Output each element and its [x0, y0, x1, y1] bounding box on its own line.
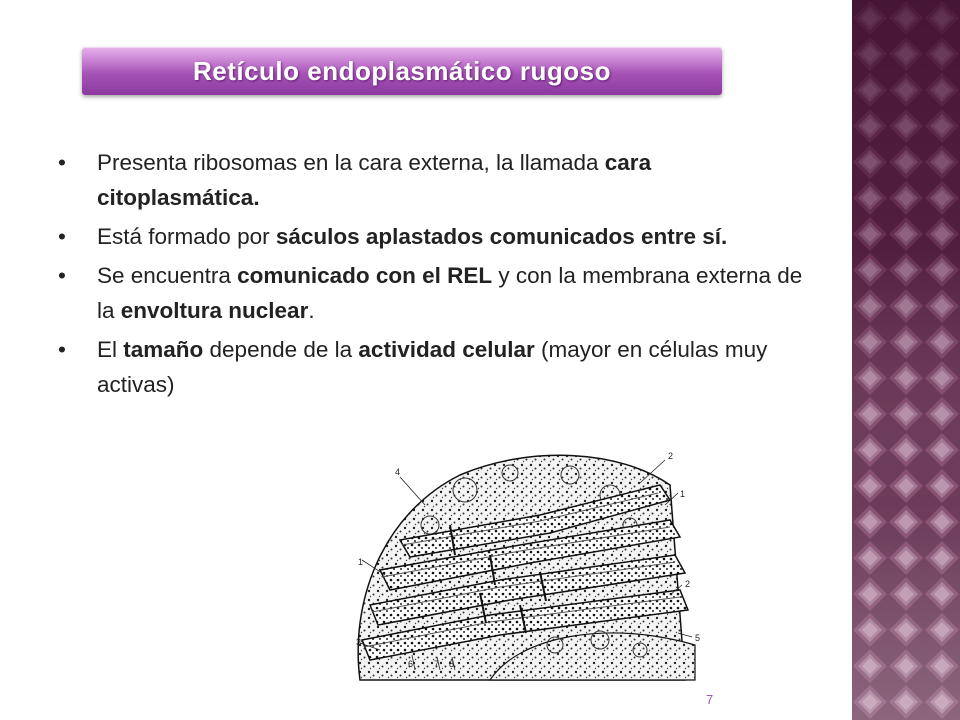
text: El [97, 337, 124, 362]
text: y con la membrana externa de la [97, 263, 803, 323]
figure-label: 2 [685, 579, 691, 589]
figure-label: 1 [680, 489, 686, 499]
figure-label: 5 [695, 633, 701, 643]
bold-text: cara citoplasmática. [97, 150, 652, 210]
decorative-side-panel [852, 0, 960, 720]
text: Está formado por [97, 224, 276, 249]
bullet-dot: • [58, 224, 66, 249]
title-banner [82, 47, 722, 95]
figure-label: 7 [434, 659, 440, 669]
slide-title: Retículo endoplasmático rugoso [192, 55, 612, 86]
figure-label: 3 [356, 637, 362, 647]
bullet-item [58, 219, 818, 254]
text: (mayor en células muy activas) [97, 337, 768, 397]
bold-text: tamaño [123, 337, 204, 362]
figure-label: 8 [449, 659, 455, 669]
bullet-dot: • [58, 337, 66, 362]
rer-illustration [340, 445, 705, 685]
text: Presenta ribosomas en la cara externa, la llamada [97, 150, 605, 175]
diamond-pattern [852, 0, 960, 720]
bullet-dot: • [58, 263, 66, 288]
bullet-item [58, 332, 818, 402]
bullet-item [58, 145, 818, 215]
figure-label: 4 [395, 467, 401, 477]
text: depende de la [203, 337, 359, 362]
bullet-list [58, 145, 818, 406]
bold-text: comunicado con el REL [237, 263, 493, 288]
figure-label: 6 [408, 659, 414, 669]
text: Se encuentra [97, 263, 238, 288]
rough-er-diagram [340, 445, 705, 685]
figure-label: 2 [668, 451, 674, 461]
page-number: 7 [706, 692, 714, 707]
figure-label: 1 [358, 557, 364, 567]
bold-text: envoltura nuclear [120, 298, 309, 323]
bold-text: actividad celular [358, 337, 535, 362]
bullet-item [58, 258, 818, 328]
bold-text: sáculos aplastados comunicados entre sí. [275, 224, 728, 249]
text: . [308, 298, 315, 323]
bullet-dot: • [58, 150, 66, 175]
